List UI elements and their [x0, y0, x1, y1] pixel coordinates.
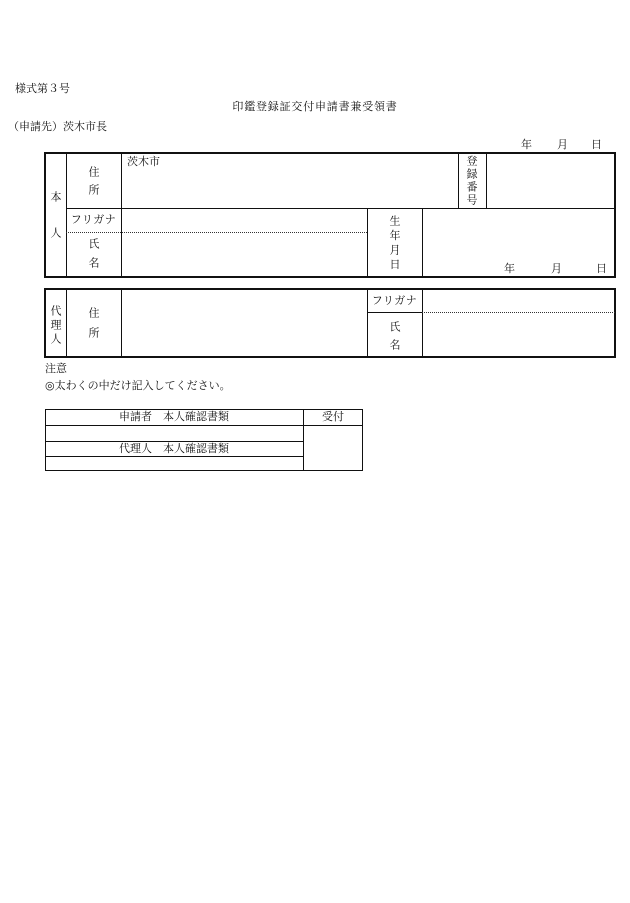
divider [66, 289, 67, 357]
divider [45, 456, 303, 457]
notes-heading: 注意 [45, 362, 67, 375]
agent-address-label: 住所 [87, 307, 100, 347]
addressee: （申請先）茨木市長 [8, 120, 107, 133]
dotted-divider [66, 232, 367, 233]
applicant-address-label: 住所 [87, 166, 100, 202]
agent-name-label: 氏名 [388, 321, 401, 357]
applicant-name-label: 氏名 [87, 238, 100, 276]
notes-instruction: ◎太わくの中だけ記入してください。 [45, 379, 231, 392]
birthdate-day-label: 日 [596, 262, 607, 275]
divider [422, 289, 423, 357]
applicant-id-docs-header: 申請者 本人確認書類 [119, 410, 229, 423]
agent-table-border [44, 288, 616, 358]
birthdate-month-label: 月 [551, 262, 562, 275]
divider [121, 153, 122, 277]
applicant-address-value: 茨木市 [127, 155, 160, 168]
date-month-label: 月 [557, 138, 568, 151]
reception-header: 受付 [322, 410, 344, 423]
dotted-divider [422, 312, 615, 313]
document-title: 印鑑登録証交付申請書兼受領書 [232, 100, 398, 113]
date-year-label: 年 [521, 138, 532, 151]
divider [121, 289, 122, 357]
applicant-section-label: 本人 [49, 191, 62, 263]
form-number: 様式第３号 [15, 82, 70, 95]
applicant-table-border [44, 152, 616, 278]
applicant-furigana-label: フリガナ [70, 213, 117, 226]
divider [486, 153, 487, 208]
agent-id-docs-header: 代理人 本人確認書類 [119, 442, 229, 455]
agent-furigana-label: フリガナ [371, 294, 418, 307]
divider [66, 208, 615, 209]
divider [422, 208, 423, 277]
divider [45, 425, 363, 426]
agent-section-label: 代理人 [49, 305, 62, 347]
birthdate-year-label: 年 [504, 262, 515, 275]
date-day-label: 日 [591, 138, 602, 151]
birthdate-label: 生年月日 [388, 215, 401, 273]
divider [458, 153, 459, 208]
divider [367, 312, 422, 313]
registration-number-label: 登録番号 [465, 155, 478, 207]
divider [367, 208, 368, 277]
